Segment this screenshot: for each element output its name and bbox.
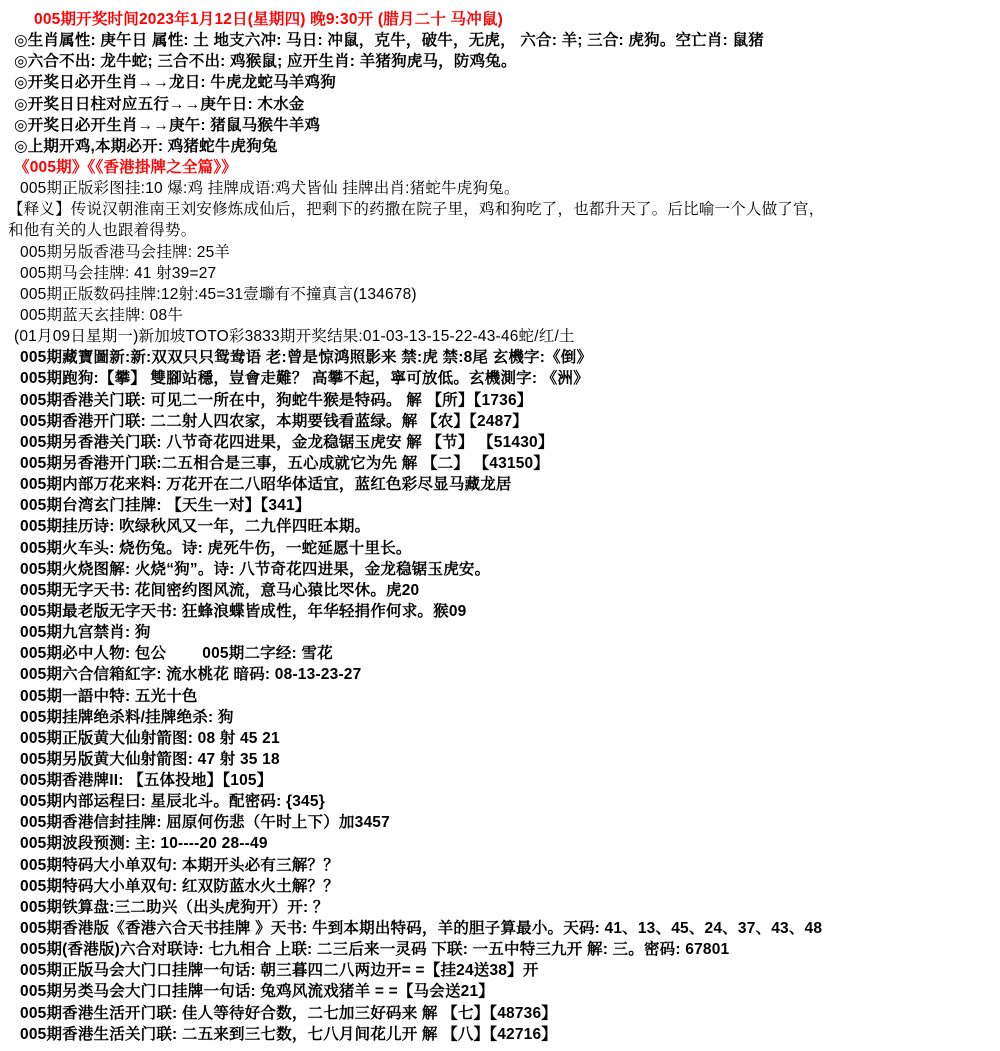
text-line: 005期火车头: 烧伤兔。诗: 虎死牛伤，一蛇延愿十里长。 [20,539,412,557]
text-line: 和他有关的人也跟着得势。 [8,222,197,240]
text-line: 005期六合信箱紅字: 流水桃花 暗码: 08-13-23-27 [20,666,362,684]
text-line: 005期另香港关门联: 八节奇花四进果，金龙稳锯玉虎安 解 【节】 【51430】 [20,433,554,451]
text-line: 005期另版黄大仙射箭图: 47 射 35 18 [20,750,280,768]
text-line: 005期正版马会大门口挂牌一句话: 朝三暮四二八两边开= =【挂24送38】开 [20,962,539,980]
text-line: 005期香港信封挂牌: 屈原何伤悲（午时上下）加3457 [20,814,390,832]
text-line: ◎开奖日必开生肖→→庚午: 猪鼠马猴牛羊鸡 [14,116,321,134]
text-line: 005期一語中特: 五光十色 [20,687,198,705]
heading-line: 《005期》《《香港掛牌之全篇》》 [14,158,238,176]
text-line: 005期内部万花来料: 万花开在二八昭华体适宜，蓝红色彩尽显马藏龙居 [20,476,512,494]
text-line: 005期香港版《香港六合天书挂牌 》天书: 牛到本期出特码，羊的胆子算最小。天码: 41、13、45、24、37、43、48 [20,920,823,938]
text-line: 005期正版彩图挂:10 爆:鸡 挂牌成语:鸡犬皆仙 挂牌出肖:猪蛇牛虎狗兔。 [20,180,520,198]
text-line: 005期波段预测: 主: 10----20 28--49 [20,835,268,853]
text-line: 005期火烧图解: 火烧“狗”。诗: 八节奇花四进果，金龙稳锯玉虎安。 [20,560,491,578]
text-line: 005期最老版无字天书: 狂蜂浪蝶皆成性，年华轻捐作何求。猴09 [20,602,467,620]
text-line: 005期香港生活关门联: 二五来到三七数，七八月间花儿开 解 【八】【42716】 [20,1025,557,1043]
text-line: 005期挂牌绝杀料/挂牌绝杀: 狗 [20,708,234,726]
text-line: ◎开奖日日柱对应五行→→庚午日: 木水金 [14,95,305,113]
text-line: 005期铁算盘:三二助兴（出头虎狗开）开: ？ [20,898,329,916]
text-line: 005期必中人物: 包公 005期二字经: 雪花 [20,645,333,663]
text-line: 005期香港关门联: 可见二一所在中，狗蛇牛猴是特码。 解 【所】【1736】 [20,391,533,409]
text-line: 005期九宫禁肖: 狗 [20,624,151,642]
heading-line: 005期开奖时间2023年1月12日(星期四) 晚9:30开 (腊月二十 马冲鼠) [34,11,503,28]
text-line: ◎六合不出: 龙牛蛇; 三合不出: 鸡猴鼠; 应开生肖: 羊猪狗虎马，防鸡兔。 [14,53,517,71]
text-line: 005期无字天书: 花间密约图风流，意马心猿比罖休。虎20 [20,581,420,599]
text-line: 005期特码大小单双句: 本期开头必有三解？？ [20,856,339,874]
text-line: 005期藏寶圖新:新:双双只只鸳鸯语 老:曾是惊鸿照影来 禁:虎 禁:8尾 玄機字:《倒》 [20,349,593,367]
text-line: 005期正版黄大仙射箭图: 08 射 45 21 [20,729,280,747]
text-line: 005期另香港开门联:二五相合是三事，五心成就它为先 解 【二】 【43150】 [20,454,550,472]
text-line: 005期蓝天玄挂牌: 08牛 [20,306,184,324]
text-line: 005期(香港版)六合对联诗: 七九相合 上联: 二三后来一灵码 下联: 一五中特三九开 解: 三。密码: 67801 [20,941,730,959]
text-line: 005期马会挂牌: 41 射39=27 [20,264,217,282]
text-line: 005期香港牌II: 【五体投地】【105】 [20,772,273,790]
text-line: 【释义】传说汉朝淮南王刘安修炼成仙后，把剩下的药撒在院子里，鸡和狗吃了，也都升天了。后比喻一个人做了官， [8,201,825,219]
text-line: 005期正版数码挂牌:12射:45=31壹壣有不撞真言(134678) [20,285,417,303]
text-line: 005期台湾玄门挂牌: 【天生一对】【341】 [20,497,311,515]
text-line: ◎开奖日必开生肖→→龙日: 牛虎龙蛇马羊鸡狗 [14,74,336,92]
text-line: (01月09日星期一)新加坡TOTO彩3833期开奖结果:01-03-13-15-22-43-46蛇/红/土 [14,328,575,346]
text-line: ◎上期开鸡,本期必开: 鸡猪蛇牛虎狗兔 [14,137,278,155]
text-line: 005期香港生活开门联: 佳人等待好合数，二七加三好码来 解 【七】【48736】 [20,1004,557,1022]
text-line: 005期香港开门联: 二二射人四农家，本期要钱看蓝绿。解 【农】【2487】 [20,412,528,430]
text-line: 005期另版香港马会挂牌: 25羊 [20,243,231,261]
text-line: 005期另类马会大门口挂牌一句话: 兔鸡风流戏猪羊 = =【马会送21】 [20,983,494,1001]
text-line: 005期挂历诗: 吹绿秋风又一年，二九伴四旺本期。 [20,518,371,536]
text-line: 005期特码大小单双句: 红双防蓝水火土解？？ [20,877,339,895]
text-line: 005期内部运程曰: 星辰北斗。配密码: {345} [20,793,325,811]
text-line: 005期跑狗:【攀】 雙腳站穩，豈會走難？ 高攀不起，寧可放低。玄機測字: 《洲》 [20,370,589,388]
text-line: ◎生肖属性: 庚午日 属性: 土 地支六冲: 马日: 冲鼠，克牛，破牛，无虎， 六合: 羊; 三合: 虎狗。空亡肖: 鼠猪 [14,32,764,50]
